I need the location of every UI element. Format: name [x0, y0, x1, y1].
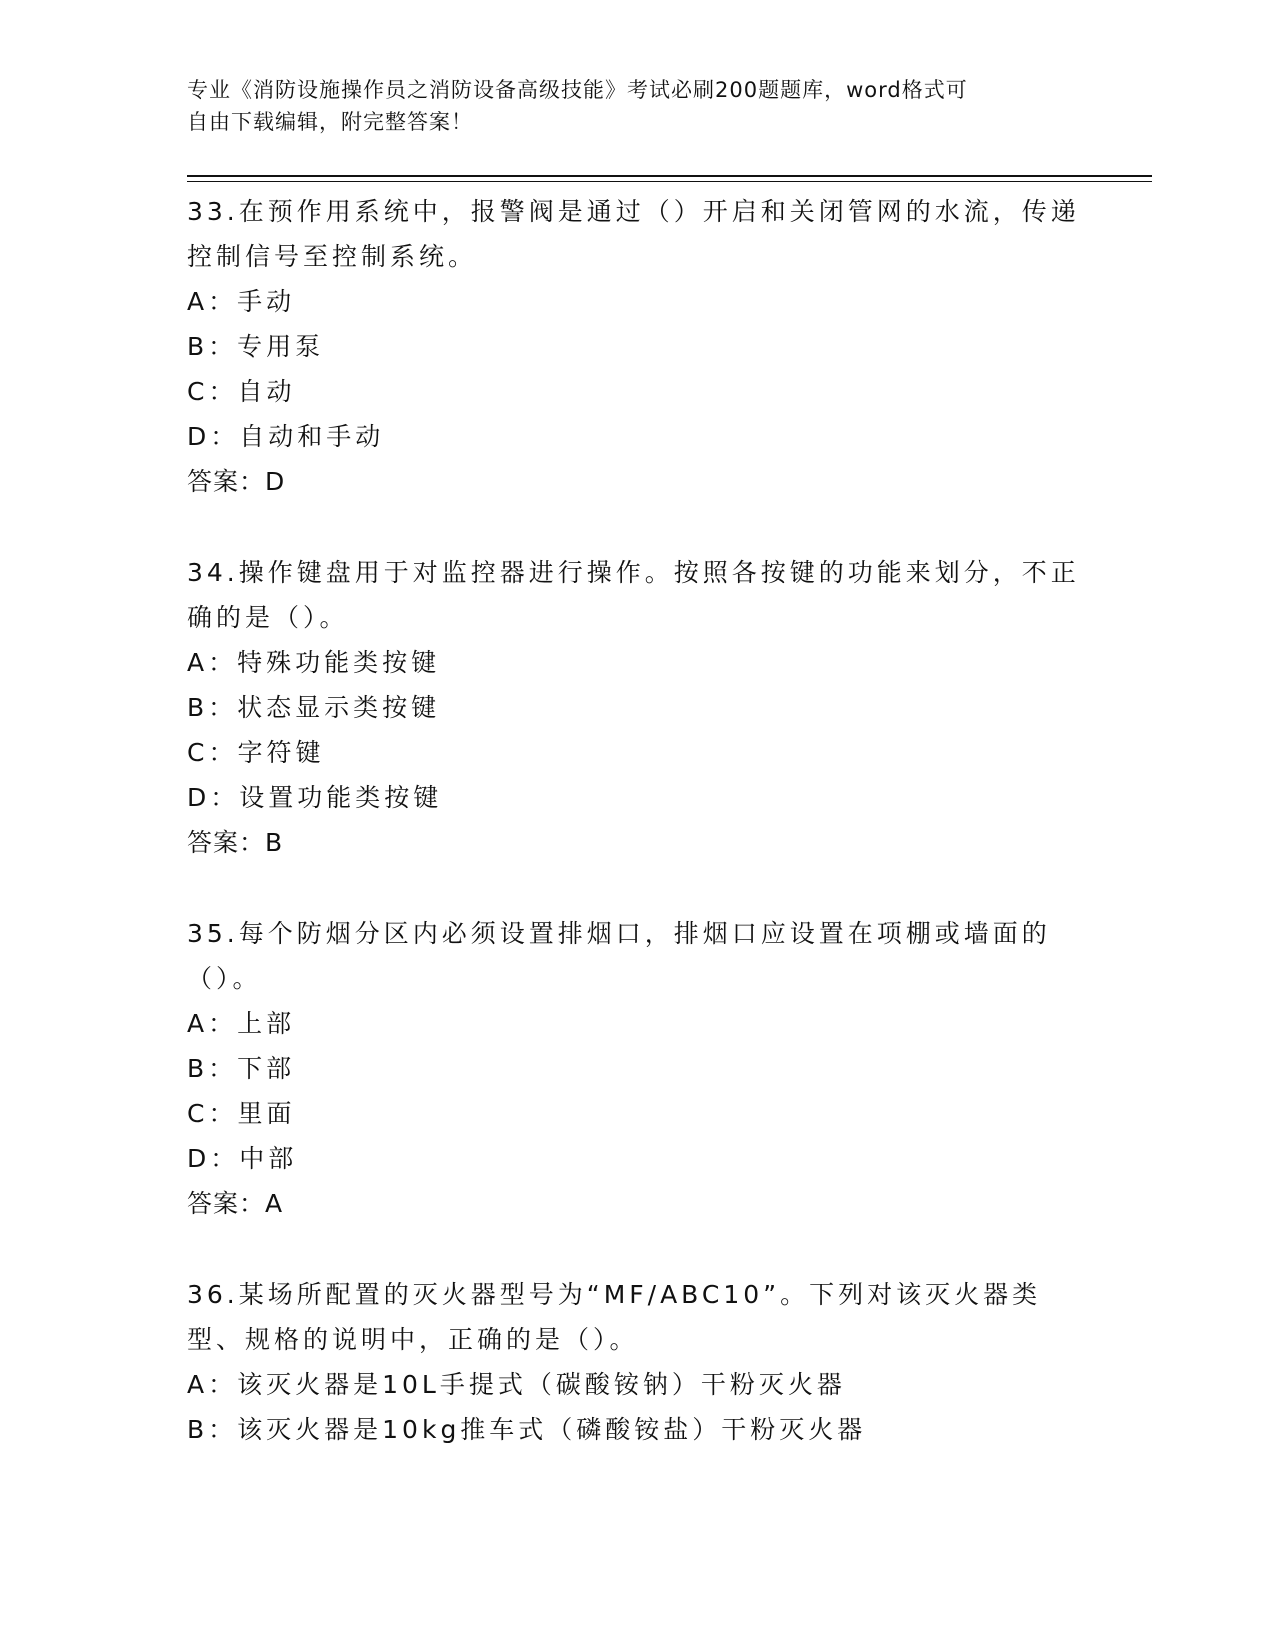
- option-d: D：自动和手动: [187, 422, 385, 451]
- answer: 答案：A: [187, 1189, 284, 1218]
- question-text: 33.在预作用系统中，报警阀是通过（）开启和关闭管网的水流，传递控制信号至控制系统。: [187, 197, 1080, 271]
- option-a: A：特殊功能类按键: [187, 648, 441, 677]
- question-text: 35.每个防烟分区内必须设置排烟口，排烟口应设置在项棚或墙面的（）。: [187, 919, 1051, 993]
- option-a: A：手动: [187, 287, 296, 316]
- header-divider-thin: [187, 181, 1152, 182]
- option-a: A：上部: [187, 1009, 296, 1038]
- option-d: D：设置功能类按键: [187, 783, 443, 812]
- question-36: [187, 1272, 1087, 1452]
- header-divider-thick: [187, 175, 1152, 177]
- question-text: 34.操作键盘用于对监控器进行操作。按照各按键的功能来划分，不正确的是（）。: [187, 558, 1080, 632]
- option-a: A：该灭火器是10L手提式（碳酸铵钠）干粉灭火器: [187, 1370, 846, 1399]
- option-b: B：下部: [187, 1054, 296, 1083]
- option-c: C：自动: [187, 377, 296, 406]
- answer: 答案：D: [187, 467, 286, 496]
- question-34: [187, 550, 1087, 865]
- header-line-1: 专业《消防设施操作员之消防设备高级技能》考试必刷200题题库，word格式可: [187, 78, 968, 102]
- option-c: C：里面: [187, 1099, 296, 1128]
- question-35: [187, 911, 1087, 1226]
- question-33: [187, 189, 1087, 504]
- option-d: D：中部: [187, 1144, 298, 1173]
- question-text: 36.某场所配置的灭火器型号为“MF/ABC10”。下列对该灭火器类型、规格的说明中，正确的是（）。: [187, 1280, 1042, 1354]
- header-line-2: 自由下载编辑，附完整答案！: [187, 110, 473, 134]
- option-b: B：该灭火器是10kg推车式（磷酸铵盐）干粉灭火器: [187, 1415, 867, 1444]
- answer: 答案：B: [187, 828, 284, 857]
- option-b: B：状态显示类按键: [187, 693, 441, 722]
- option-b: B：专用泵: [187, 332, 325, 361]
- option-c: C：字符键: [187, 738, 325, 767]
- question-list: [187, 189, 1087, 1498]
- document-header: [187, 74, 1087, 138]
